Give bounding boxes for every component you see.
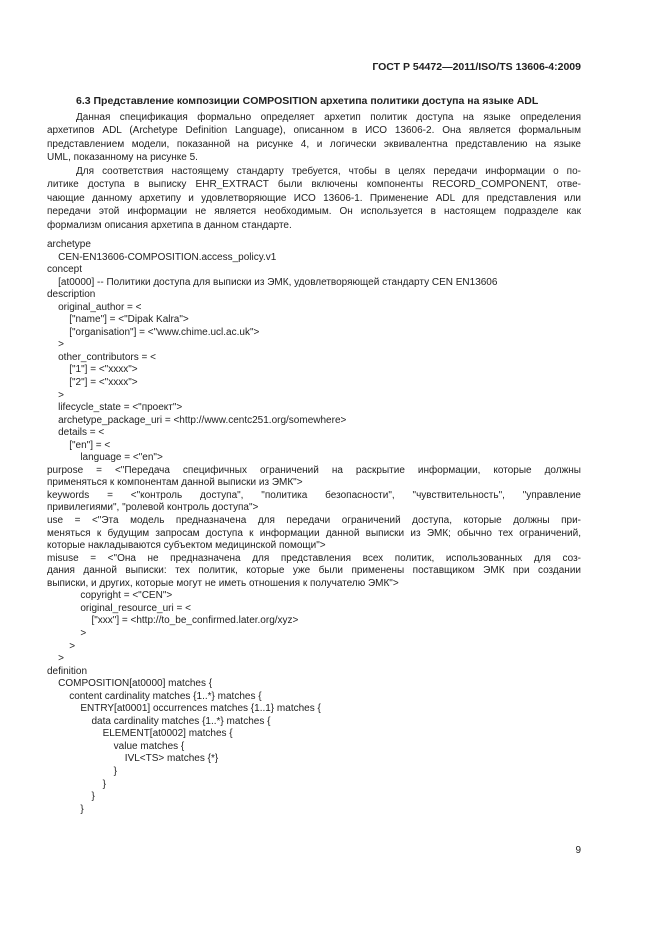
code-line: details = < [47, 427, 105, 439]
code-line: ENTRY[at0001] occurrences matches {1..1} matches { [47, 703, 321, 715]
adl-code-listing [47, 239, 581, 816]
paragraph-line: чающие данному архетипу и удовлетворяющие ИСО 13606-1. Применение ADL для представления или [47, 192, 581, 204]
code-line: > [47, 339, 64, 351]
code-line: ["name"] = <"Dipak Kalra"> [47, 314, 189, 326]
code-line: purpose = <"Передача специфичных ограничений на раскрытие информации, которые должны [47, 464, 581, 476]
code-line: COMPOSITION[at0000] matches { [47, 678, 213, 690]
code-line: description [47, 289, 96, 301]
code-line: } [47, 778, 106, 790]
code-line: language = <"en"> [47, 452, 163, 464]
code-line: concept [47, 264, 83, 276]
paragraph-1 [47, 111, 581, 165]
code-line: definition [47, 665, 88, 677]
code-line: lifecycle_state = <"проект"> [47, 402, 183, 414]
paragraph-line: формализм описания архетипа в данном стандарте. [47, 219, 292, 231]
code-line: ELEMENT[at0002] matches { [47, 728, 233, 740]
page-number: 9 [575, 845, 581, 856]
code-line: } [47, 803, 84, 815]
code-line: original_resource_uri = < [47, 602, 191, 614]
code-line: > [47, 627, 87, 639]
code-line: [at0000] -- Политики доступа для выписки из ЭМК, удовлетворяющей стандарту CEN EN13606 [47, 276, 498, 288]
code-line: } [47, 765, 118, 777]
code-line: use = <"Эта модель предназначена для передачи ограничений доступа, которые должны при- [47, 515, 581, 527]
paragraph-line: литике доступа в выписку EHR_EXTRACT были включены компоненты RECORD_COMPONENT, отве- [47, 179, 581, 191]
code-line: IVL<TS> matches {*} [47, 753, 219, 765]
code-line: > [47, 653, 64, 665]
code-line: ["2"] = <"xxxx"> [47, 377, 138, 389]
section-title: 6.3 Представление композиции COMPOSITION архетипа политики доступа на языке ADL [76, 95, 539, 107]
code-line: > [47, 640, 76, 652]
code-line: value matches { [47, 740, 185, 752]
code-line: применяться к компонентам данной выписки из ЭМК"> [47, 477, 303, 489]
paragraph-line: Данная спецификация формально определяет архетип политик доступа на языке определения [76, 112, 581, 123]
code-line: ["organisation"] = <"www.chime.ucl.ac.uk"> [47, 326, 260, 338]
paragraph-2 [47, 165, 581, 232]
document-standard-header: ГОСТ Р 54472—2011/ISO/TS 13606-4:2009 [372, 61, 581, 73]
code-line: ["1"] = <"xxxx"> [47, 364, 138, 376]
code-line: other_contributors = < [47, 351, 156, 363]
code-line: } [47, 791, 95, 803]
paragraph-line: представлением модели, показанной на рисунке 4, и логически эквивалентна представлению на языке [47, 138, 581, 150]
code-line: выписки, и других, которые могут не иметь отношения к получателю ЭМК"> [47, 577, 399, 589]
code-line: ["en"] = < [47, 439, 111, 451]
code-line: archetype [47, 239, 91, 250]
code-line: > [47, 389, 64, 401]
code-line: archetype_package_uri = <http://www.centc251.org/somewhere> [47, 414, 347, 426]
code-line: original_author = < [47, 301, 142, 313]
code-line: привилегиями", "ролевой контроль доступа"> [47, 502, 259, 514]
code-line: CEN-EN13606-COMPOSITION.access_policy.v1 [47, 251, 277, 263]
paragraph-line: UML, показанному на рисунке 5. [47, 152, 198, 164]
paragraph-line: Для соответствия настоящему стандарту требуется, чтобы в целях передачи информации о по- [76, 166, 581, 177]
code-line: data cardinality matches {1..*} matches { [47, 715, 271, 727]
code-line: меняться к будущим запросам доступа к информации данной выписки из ЭМК; обычно тех ограничений, [47, 527, 581, 539]
paragraph-line: архетипов ADL (Archetype Definition Language), описанном в ИСО 13606-2. Она является формальным [47, 125, 581, 137]
code-line: content cardinality matches {1..*} matches { [47, 690, 262, 702]
code-line: ["xxx"] = <http://to_be_confirmed.later.org/xyz> [47, 615, 299, 627]
code-line: keywords = <"контроль доступа", "политика безопасности", "чувствительность", "управление [47, 489, 581, 501]
code-line: дания данной выписки: тех политик, которые уже были применены поставщиком ЭМК при создании [47, 565, 581, 577]
code-line: которые накладываются субъектом медицинской помощи"> [47, 540, 326, 552]
code-line: copyright = <"CEN"> [47, 590, 173, 602]
code-line: misuse = <"Она не предназначена для представления всех политик, использованных для соз- [47, 552, 581, 564]
paragraph-line: передачи этой информации не является необходимым. Он используется в настоящем подразделе как [47, 206, 581, 218]
